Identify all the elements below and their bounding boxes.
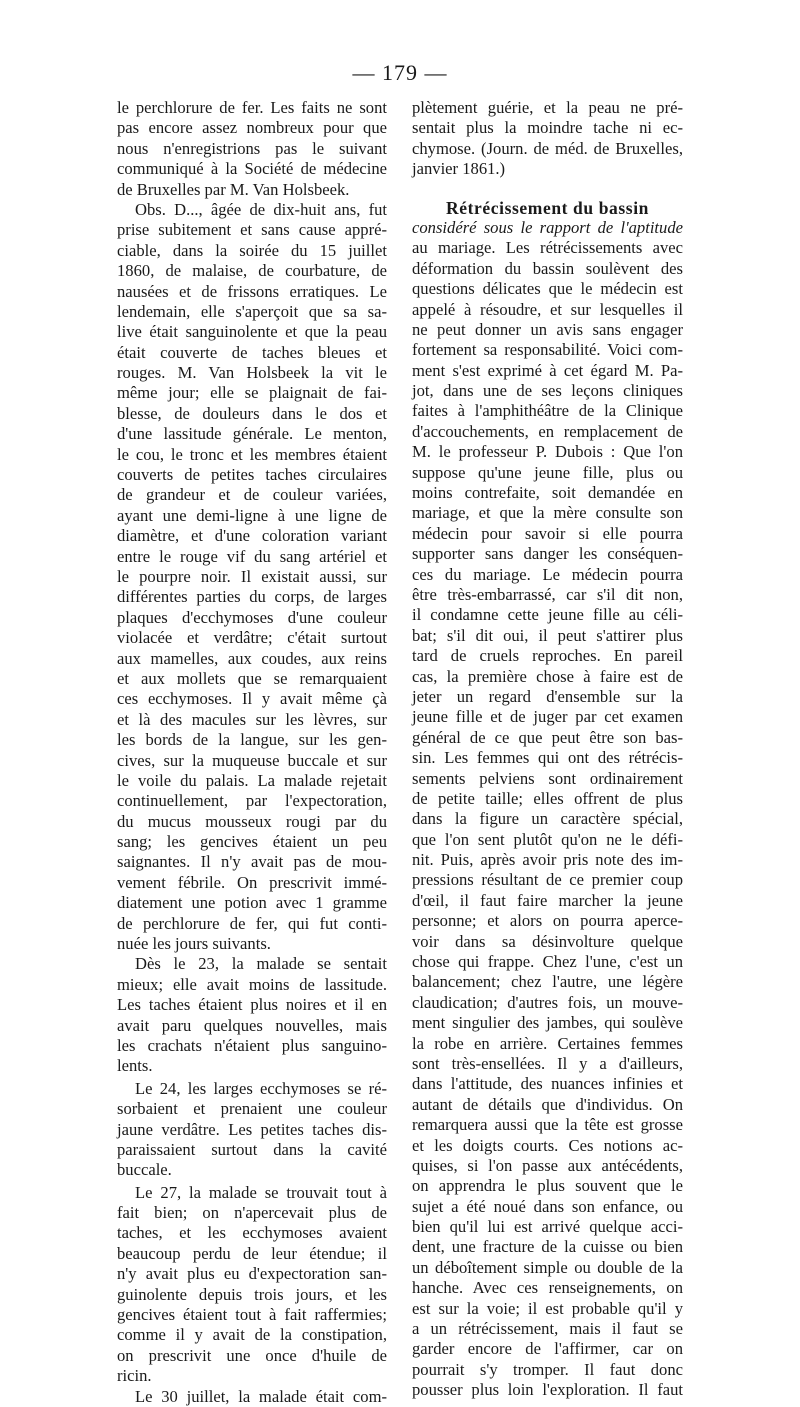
text-line: n'y avait plus eu d'expectoration san- bbox=[117, 1264, 387, 1284]
text-line: jeune fille et de juger par cet examen bbox=[412, 707, 683, 727]
text-line: il condamne cette jeune fille au céli- bbox=[412, 605, 683, 625]
page-number: — 179 — bbox=[352, 60, 448, 85]
text-line: on apprendra le plus souvent que le bbox=[412, 1176, 683, 1196]
text-line: janvier 1861.) bbox=[412, 159, 506, 179]
text-line: Le 24, les larges ecchymoses se ré- bbox=[135, 1078, 387, 1098]
text-line: jeter un regard d'ensemble sur la bbox=[412, 686, 683, 706]
text-line: a un rétrécissement, mais il faut se bbox=[412, 1319, 683, 1339]
text-line: jaune verdâtre. Les petites taches dis- bbox=[117, 1119, 387, 1139]
text-line: le voile du palais. La malade rejetait bbox=[117, 770, 387, 790]
text-line: guinolente depuis trois jours, et les bbox=[117, 1284, 387, 1304]
text-line: lendemain, elle s'aperçoit que sa sa- bbox=[117, 301, 387, 321]
text-line: de perchlorure de fer, qui fut conti- bbox=[117, 913, 387, 933]
text-line: les bords de la langue, sur les gen- bbox=[117, 730, 387, 750]
text-line: nausées et de frissons erratiques. Le bbox=[117, 281, 387, 301]
text-line: déformation du bassin soulèvent des bbox=[412, 258, 683, 278]
text-line: beaucoup perdu de leur étendue; il bbox=[117, 1243, 387, 1263]
text-line: nit. Puis, après avoir pris note des im- bbox=[412, 850, 683, 870]
text-line: claudication; d'autres fois, un mouve- bbox=[412, 992, 683, 1012]
text-line: ces du mariage. Le médecin pourra bbox=[412, 564, 683, 584]
text-line: le perchlorure de fer. Les faits ne sont bbox=[117, 98, 387, 117]
text-line: balancement; chez l'autre, une légère bbox=[412, 972, 683, 992]
text-line: sorbaient et prenaient une couleur bbox=[117, 1099, 387, 1119]
text-line: tard de cruels reproches. En pareil bbox=[412, 646, 683, 666]
text-line: garder encore de l'affirmer, car on bbox=[412, 1339, 683, 1359]
right-column bbox=[412, 98, 683, 1401]
text-line: Dès le 23, la malade se sentait bbox=[135, 954, 387, 974]
text-line: communiqué à la Société de médecine bbox=[117, 159, 387, 179]
text-line: aux mamelles, aux coudes, aux reins bbox=[117, 648, 387, 668]
text-line: entre le rouge vif du sang artériel et bbox=[117, 546, 387, 566]
text-line: Les taches étaient plus noires et il en bbox=[117, 995, 387, 1015]
text-line: et là des macules sur les lèvres, sur bbox=[117, 709, 387, 729]
text-line: sang; les gencives étaient un peu bbox=[117, 832, 387, 852]
text-line: violacée et verdâtre; c'était surtout bbox=[117, 628, 387, 648]
text-line: différentes parties du corps, de larges bbox=[117, 587, 387, 607]
text-line: supporter sans danger les conséquen- bbox=[412, 544, 683, 564]
text-line: ricin. bbox=[117, 1366, 152, 1386]
text-line: ciable, dans la soirée du 15 juillet bbox=[117, 240, 387, 260]
text-line: plaques d'ecchymoses d'une couleur bbox=[117, 607, 387, 627]
text-line: vement fébrile. On prescrivit immé- bbox=[117, 872, 387, 892]
text-line: taches, et les ecchymoses avaient bbox=[117, 1223, 387, 1243]
text-line: bat; s'il dit oui, il peut s'attirer plus bbox=[412, 625, 683, 645]
text-line: pressions résultant de ce premier coup bbox=[412, 870, 683, 890]
text-line: sont très-ensellées. Il y a d'ailleurs, bbox=[412, 1053, 683, 1073]
text-line: Obs. D..., âgée de dix-huit ans, fut bbox=[135, 199, 387, 219]
text-line: de petite taille; elles offrent de plus bbox=[412, 788, 683, 808]
text-line: un déboîtement simple ou double de la bbox=[412, 1257, 683, 1277]
text-line: nuée les jours suivants. bbox=[117, 934, 271, 954]
text-line: chose qui frappe. Chez l'une, c'est un bbox=[412, 952, 683, 972]
text-line: nous n'enregistrions pas le suivant bbox=[117, 138, 387, 158]
text-line: saignantes. Il n'y avait pas de mou- bbox=[117, 852, 387, 872]
text-line: cas, la première chose à faire est de bbox=[412, 666, 683, 686]
text-line: ment singulier des jambes, qui soulève bbox=[412, 1013, 683, 1033]
text-line: d'une lassitude générale. Le menton, bbox=[117, 424, 387, 444]
text-line: sentait plus la moindre tache ni ec- bbox=[412, 118, 683, 138]
text-line: cives, sur la muqueuse buccale et sur bbox=[117, 750, 387, 770]
text-line: les crachats n'étaient plus sanguino- bbox=[117, 1035, 387, 1055]
text-line: la robe en arrière. Certaines femmes bbox=[412, 1033, 683, 1053]
text-line: faites à l'amphithéâtre de la Clinique bbox=[412, 401, 683, 421]
text-line: mieux; elle avait moins de lassitude. bbox=[117, 974, 387, 994]
text-line: de Bruxelles par M. Van Holsbeek. bbox=[117, 179, 350, 199]
text-line: prise subitement et sans cause appré- bbox=[117, 220, 387, 240]
text-line: chymose. (Journ. de méd. de Bruxelles, bbox=[412, 138, 683, 158]
text-line: appelé à résoudre, et sur lesquelles il bbox=[412, 299, 683, 319]
text-line: gencives étaient tout à fait raffermies; bbox=[117, 1305, 387, 1325]
text-line: suppose qu'une jeune fille, plus ou bbox=[412, 462, 683, 482]
text-line: diamètre, et d'une coloration variant bbox=[117, 526, 387, 546]
text-line: d'œil, il faut faire marcher la jeune bbox=[412, 890, 683, 910]
text-line: plètement guérie, et la peau ne pré- bbox=[412, 98, 683, 117]
text-line: bien qu'il lui est arrivé quelque acci- bbox=[412, 1217, 683, 1237]
text-line: ces ecchymoses. Il y avait même çà bbox=[117, 689, 387, 709]
text-line: Le 30 juillet, la malade était com- bbox=[135, 1386, 387, 1406]
text-line: dans l'attitude, des nuances infinies et bbox=[412, 1074, 683, 1094]
text-line: que l'on sent plutôt qu'on ne le défi- bbox=[412, 829, 683, 849]
text-line: hanche. Avec ces renseignements, on bbox=[412, 1278, 683, 1298]
text-line: comme il y avait de la constipation, bbox=[117, 1325, 387, 1345]
text-line: fait bien; on n'apercevait plus de bbox=[117, 1203, 387, 1223]
text-line: mariage, et que la mère consulte son bbox=[412, 503, 683, 523]
text-line: médecin pour savoir si elle pourra bbox=[412, 523, 683, 543]
text-line: personne; et alors on pourra aperce- bbox=[412, 911, 683, 931]
text-line: considéré sous le rapport de l'aptitude bbox=[412, 217, 683, 237]
text-line: du mucus mousseux rougi par du bbox=[117, 811, 387, 831]
text-line: et les doigts courts. Ces notions ac- bbox=[412, 1135, 683, 1155]
text-line: ayant une demi-ligne à une ligne de bbox=[117, 505, 387, 525]
text-line: paraissaient surtout dans la cavité bbox=[117, 1139, 387, 1159]
text-line: pourrait s'y tromper. Il faut donc bbox=[412, 1359, 683, 1379]
text-line: avait paru quelques nouvelles, mais bbox=[117, 1015, 387, 1035]
text-line: blesse, de douleurs dans le dos et bbox=[117, 403, 387, 423]
text-line: diatement une potion avec 1 gramme bbox=[117, 893, 387, 913]
text-line: rouges. M. Van Holsbeek la vit le bbox=[117, 363, 387, 383]
text-line: de grandeur et de couleur variées, bbox=[117, 485, 387, 505]
left-column bbox=[117, 98, 387, 1407]
text-line: le pourpre noir. Il existait aussi, sur bbox=[117, 566, 387, 586]
text-line: autant de détails que d'individus. On bbox=[412, 1094, 683, 1114]
text-line: ment s'est exprimé à cet égard M. Pa- bbox=[412, 360, 683, 380]
text-line: voir dans sa désinvolture quelque bbox=[412, 931, 683, 951]
text-line: ne peut donner un avis sans engager bbox=[412, 319, 683, 339]
text-line: est sur la voie; il est probable qu'il y bbox=[412, 1298, 683, 1318]
text-line: d'accouchements, en remplacement de bbox=[412, 421, 683, 441]
section-heading: Rétrécissement du bassin bbox=[445, 197, 649, 218]
text-line: fortement sa responsabilité. Voici com- bbox=[412, 340, 683, 360]
text-line: était couverte de taches bleues et bbox=[117, 342, 387, 362]
text-line: on prescrivit une once d'huile de bbox=[117, 1345, 387, 1365]
text-line: sin. Les femmes qui ont des rétrécis- bbox=[412, 748, 683, 768]
text-line: sements pelviens sont ordinairement bbox=[412, 768, 683, 788]
text-line: 1860, de malaise, de courbature, de bbox=[117, 261, 387, 281]
text-line: moins contrefaite, soit demandée en bbox=[412, 483, 683, 503]
text-line: Le 27, la malade se trouvait tout à bbox=[135, 1182, 387, 1202]
text-line: le cou, le tronc et les membres étaient bbox=[117, 444, 387, 464]
text-line: dans la figure un caractère spécial, bbox=[412, 809, 683, 829]
text-line: même jour; elle se plaignait de fai- bbox=[117, 383, 387, 403]
text-line: couverts de petites taches circulaires bbox=[117, 465, 387, 485]
text-line: buccale. bbox=[117, 1160, 172, 1180]
text-line: et aux mollets que se remarquaient bbox=[117, 668, 387, 688]
text-line: remarquera aussi que la tête est grosse bbox=[412, 1115, 683, 1135]
text-line: live était sanguinolente et que la peau bbox=[117, 322, 387, 342]
text-line: questions délicates que le médecin est bbox=[412, 279, 683, 299]
text-line: quises, si l'on passe aux antécédents, bbox=[412, 1155, 683, 1175]
text-line: M. le professeur P. Dubois : Que l'on bbox=[412, 442, 683, 462]
text-line: au mariage. Les rétrécissements avec bbox=[412, 238, 683, 258]
text-line: dent, une fracture de la cuisse ou bien bbox=[412, 1237, 683, 1257]
text-line: général de ce que peut être son bas- bbox=[412, 727, 683, 747]
text-line: continuellement, par l'expectoration, bbox=[117, 791, 387, 811]
text-line: pousser plus loin l'exploration. Il faut bbox=[412, 1380, 683, 1400]
text-line: pas encore assez nombreux pour que bbox=[117, 118, 387, 138]
text-line: être très-embarrassé, car s'il dit non, bbox=[412, 584, 683, 604]
text-line: jot, dans une de ses leçons cliniques bbox=[412, 381, 683, 401]
text-line: lents. bbox=[117, 1056, 153, 1076]
text-line: sujet a été noué dans son enfance, ou bbox=[412, 1196, 683, 1216]
